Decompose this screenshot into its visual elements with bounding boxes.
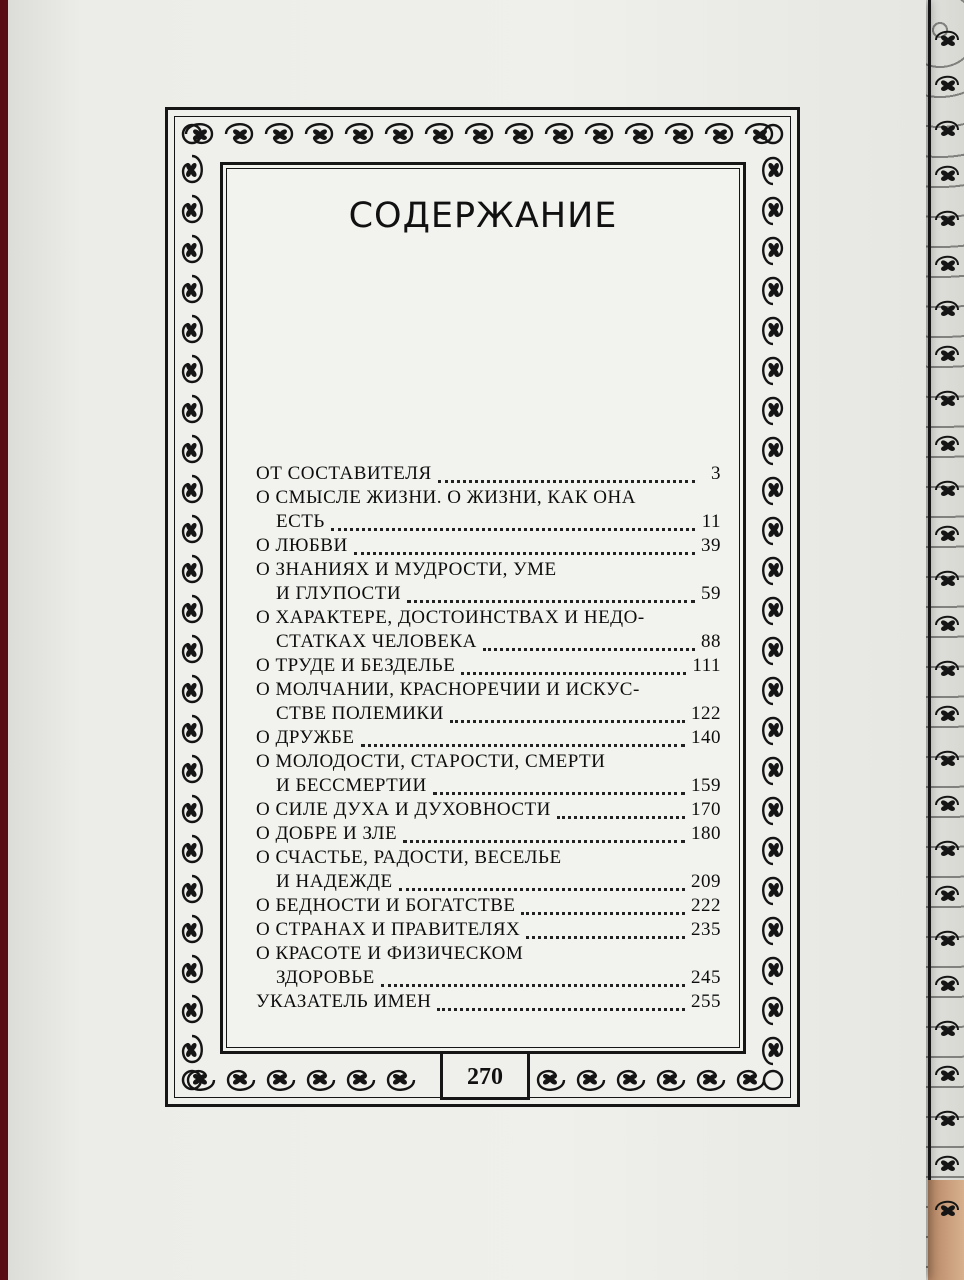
adjacent-leaf-icon [936,1022,958,1036]
toc-entry-label: О СЧАСТЬЕ, РАДОСТИ, ВЕСЕЛЬЕ [256,847,562,868]
vine-leaf-icon [308,1071,334,1090]
toc-entry-label: О МОЛЧАНИИ, КРАСНОРЕЧИИ И ИСКУС- [256,679,640,700]
vine-leaf-icon [763,638,782,664]
vine-leaf-icon [183,396,202,422]
adjacent-leaf-icon [936,32,958,46]
toc-entry-page: 3 [711,463,721,484]
toc-leader-dots [461,672,686,675]
vine-leaf-icon [183,676,202,702]
toc-entry-label: И БЕССМЕРТИИ [276,775,427,796]
toc-entry [256,847,721,871]
vine-leaf-icon [183,276,202,302]
toc-entry-page: 88 [701,631,721,652]
adjacent-leaf-icon [936,977,958,991]
toc-entry [256,679,721,703]
vine-leaf-icon [183,1036,202,1062]
toc-entry [256,727,721,751]
toc-leader-dots [433,792,685,795]
adjacent-leaf-icon [936,77,958,91]
vine-leaf-icon [183,996,202,1022]
vine-leaf-icon [763,838,782,864]
toc-entry-page: 39 [701,535,721,556]
vine-leaf-icon [183,596,202,622]
toc-entry [256,631,721,655]
toc-leader-dots [438,480,695,483]
adjacent-leaf-icon [936,707,958,721]
toc-entry-page: 245 [691,967,721,988]
toc-entry [256,799,721,823]
adjacent-leaf-icon [936,1112,958,1126]
vine-leaf-icon [466,124,492,143]
vine-leaf-icon [626,124,652,143]
toc-entry-label: И ГЛУПОСТИ [276,583,402,604]
vine-leaf-icon [763,758,782,784]
toc-entry-page: 170 [691,799,721,820]
toc-entry [256,535,721,559]
vine-leaf-icon [183,196,202,222]
vine-leaf-icon [386,124,412,143]
vine-leaf-icon [183,876,202,902]
vine-leaf-icon [738,1071,764,1090]
toc-leader-dots [437,1008,685,1011]
vine-leaf-icon [763,358,782,384]
adjacent-leaf-icon [936,257,958,271]
adjacent-leaf-icon [936,797,958,811]
vine-leaf-icon [763,1038,782,1064]
vine-leaf-icon [763,318,782,344]
adjacent-leaf-icon [936,122,958,136]
vine-leaf-icon [183,796,202,822]
vine-leaf-icon [183,156,202,182]
vine-leaf-icon [506,124,532,143]
adjacent-leaf-icon [936,1202,958,1216]
toc-entry-label: УКАЗАТЕЛЬ ИМЕН [256,991,432,1012]
toc-leader-dots [450,720,685,723]
toc-entry [256,463,721,487]
vine-leaf-icon [183,836,202,862]
toc-entry [256,871,721,895]
vine-leaf-icon [346,124,372,143]
adjacent-leaf-icon [936,662,958,676]
vine-leaf-icon [763,958,782,984]
vine-leaf-icon [426,124,452,143]
toc-leader-dots [407,600,695,603]
toc-entry-label: ОТ СОСТАВИТЕЛЯ [256,463,432,484]
vine-leaf-icon [578,1071,604,1090]
toc-entry-page: 11 [701,511,721,532]
vine-leaf-icon [763,398,782,424]
vine-leaf-icon [763,558,782,584]
adjacent-leaf-icon [936,302,958,316]
adjacent-leaf-icon [936,392,958,406]
vine-leaf-icon [763,918,782,944]
toc-leader-dots [331,528,695,531]
vine-leaf-icon [183,556,202,582]
vine-leaf-icon [763,438,782,464]
toc-entry-label: О ЛЮБВИ [256,535,348,556]
vine-leaf-icon [763,158,782,184]
toc-entry [256,775,721,799]
vine-leaf-icon [538,1071,564,1090]
adjacent-leaf-icon [936,932,958,946]
vine-leaf-icon [388,1071,414,1090]
toc-leader-dots [403,840,685,843]
page-number: 270 [440,1054,530,1100]
vine-leaf-icon [763,678,782,704]
toc-leader-dots [361,744,685,747]
toc-entry-label: О ТРУДЕ И БЕЗДЕЛЬЕ [256,655,456,676]
toc-entry-label: О ДОБРЕ И ЗЛЕ [256,823,398,844]
toc-entry [256,655,721,679]
vine-leaf-icon [183,316,202,342]
toc-entry-label: СТАТКАХ ЧЕЛОВЕКА [276,631,477,652]
vine-leaf-icon [183,956,202,982]
toc-entry [256,583,721,607]
toc-entry-label: О СМЫСЛЕ ЖИЗНИ. О ЖИЗНИ, КАК ОНА [256,487,636,508]
vine-leaf-icon [706,124,732,143]
vine-leaf-icon [763,718,782,744]
vine-leaf-icon [183,916,202,942]
vine-leaf-icon [546,124,572,143]
toc-entry [256,823,721,847]
toc-entry-page: 235 [691,919,721,940]
toc-leader-dots [399,888,685,891]
toc-entry [256,943,721,967]
vine-leaf-icon [763,998,782,1024]
toc-entry-page: 111 [692,655,721,676]
adjacent-leaf-icon [936,572,958,586]
toc-entry [256,511,721,535]
vine-leaf-icon [586,124,612,143]
vine-leaf-icon [666,124,692,143]
vine-leaf-icon [348,1071,374,1090]
toc-leader-dots [526,936,685,939]
toc-entry-label: О БЕДНОСТИ И БОГАТСТВЕ [256,895,516,916]
adjacent-leaf-icon [936,437,958,451]
toc-entry-label: О СИЛЕ ДУХА И ДУХОВНОСТИ [256,799,551,820]
toc-entry-page: 159 [691,775,721,796]
adjacent-leaf-icon [936,527,958,541]
toc-leader-dots [381,984,685,987]
toc-leader-dots [557,816,685,819]
corner-ornament-icon [764,1071,782,1089]
vine-leaf-icon [763,238,782,264]
adjacent-leaf-icon [936,842,958,856]
vine-leaf-icon [183,356,202,382]
toc-entry [256,607,721,631]
adjacent-leaf-icon [936,617,958,631]
toc-entry-page: 222 [691,895,721,916]
toc-entry-label: И НАДЕЖДЕ [276,871,393,892]
toc-entry-label: О ДРУЖБЕ [256,727,355,748]
adjacent-leaf-icon [936,347,958,361]
toc-entry [256,895,721,919]
toc-entry-page: 122 [691,703,721,724]
vine-leaf-icon [763,278,782,304]
toc-entry-page: 209 [691,871,721,892]
adjacent-leaf-icon [936,1157,958,1171]
toc-entry-label: О КРАСОТЕ И ФИЗИЧЕСКОМ [256,943,524,964]
adjacent-leaf-icon [936,482,958,496]
adjacent-leaf-icon [936,167,958,181]
vine-leaf-icon [228,1071,254,1090]
vine-leaf-icon [266,124,292,143]
vine-leaf-icon [183,716,202,742]
adjacent-leaf-icon [936,752,958,766]
adjacent-leaf-icon [936,887,958,901]
adjacent-leaf-icon [936,1067,958,1081]
vine-leaf-icon [183,516,202,542]
toc-entry-label: ЗДОРОВЬЕ [276,967,375,988]
vine-leaf-icon [618,1071,644,1090]
toc-entry-label: О СТРАНАХ И ПРАВИТЕЛЯХ [256,919,521,940]
toc-entry [256,559,721,583]
vine-leaf-icon [183,756,202,782]
adjacent-leaf-icon [936,212,958,226]
toc-entry-page: 255 [691,991,721,1012]
toc-entry [256,967,721,991]
toc-entry [256,991,721,1015]
toc-entry-page: 59 [701,583,721,604]
toc-entry-label: О ЗНАНИЯХ И МУДРОСТИ, УМЕ [256,559,557,580]
vine-leaf-icon [183,636,202,662]
vine-leaf-icon [763,198,782,224]
toc-leader-dots [354,552,695,555]
toc-entry [256,487,721,511]
toc-entry-page: 180 [691,823,721,844]
toc-entry-label: ЕСТЬ [276,511,325,532]
vine-leaf-icon [698,1071,724,1090]
toc-leader-dots [521,912,685,915]
vine-leaf-icon [763,518,782,544]
vine-leaf-icon [763,878,782,904]
toc-entry-page: 140 [691,727,721,748]
toc-entry [256,751,721,775]
table-of-contents [256,463,721,1015]
vine-leaf-icon [763,478,782,504]
toc-entry-label: О МОЛОДОСТИ, СТАРОСТИ, СМЕРТИ [256,751,606,772]
page-title: СОДЕРЖАНИЕ [348,196,618,236]
vine-leaf-icon [268,1071,294,1090]
toc-entry [256,919,721,943]
toc-entry [256,703,721,727]
vine-leaf-icon [183,436,202,462]
vine-leaf-icon [226,124,252,143]
toc-leader-dots [483,648,695,651]
vine-leaf-icon [183,476,202,502]
vine-leaf-icon [763,798,782,824]
vine-leaf-icon [183,236,202,262]
toc-entry-label: СТВЕ ПОЛЕМИКИ [276,703,444,724]
vine-leaf-icon [306,124,332,143]
vine-leaf-icon [658,1071,684,1090]
vine-leaf-icon [763,598,782,624]
toc-entry-label: О ХАРАКТЕРЕ, ДОСТОИНСТВАХ И НЕДО- [256,607,645,628]
